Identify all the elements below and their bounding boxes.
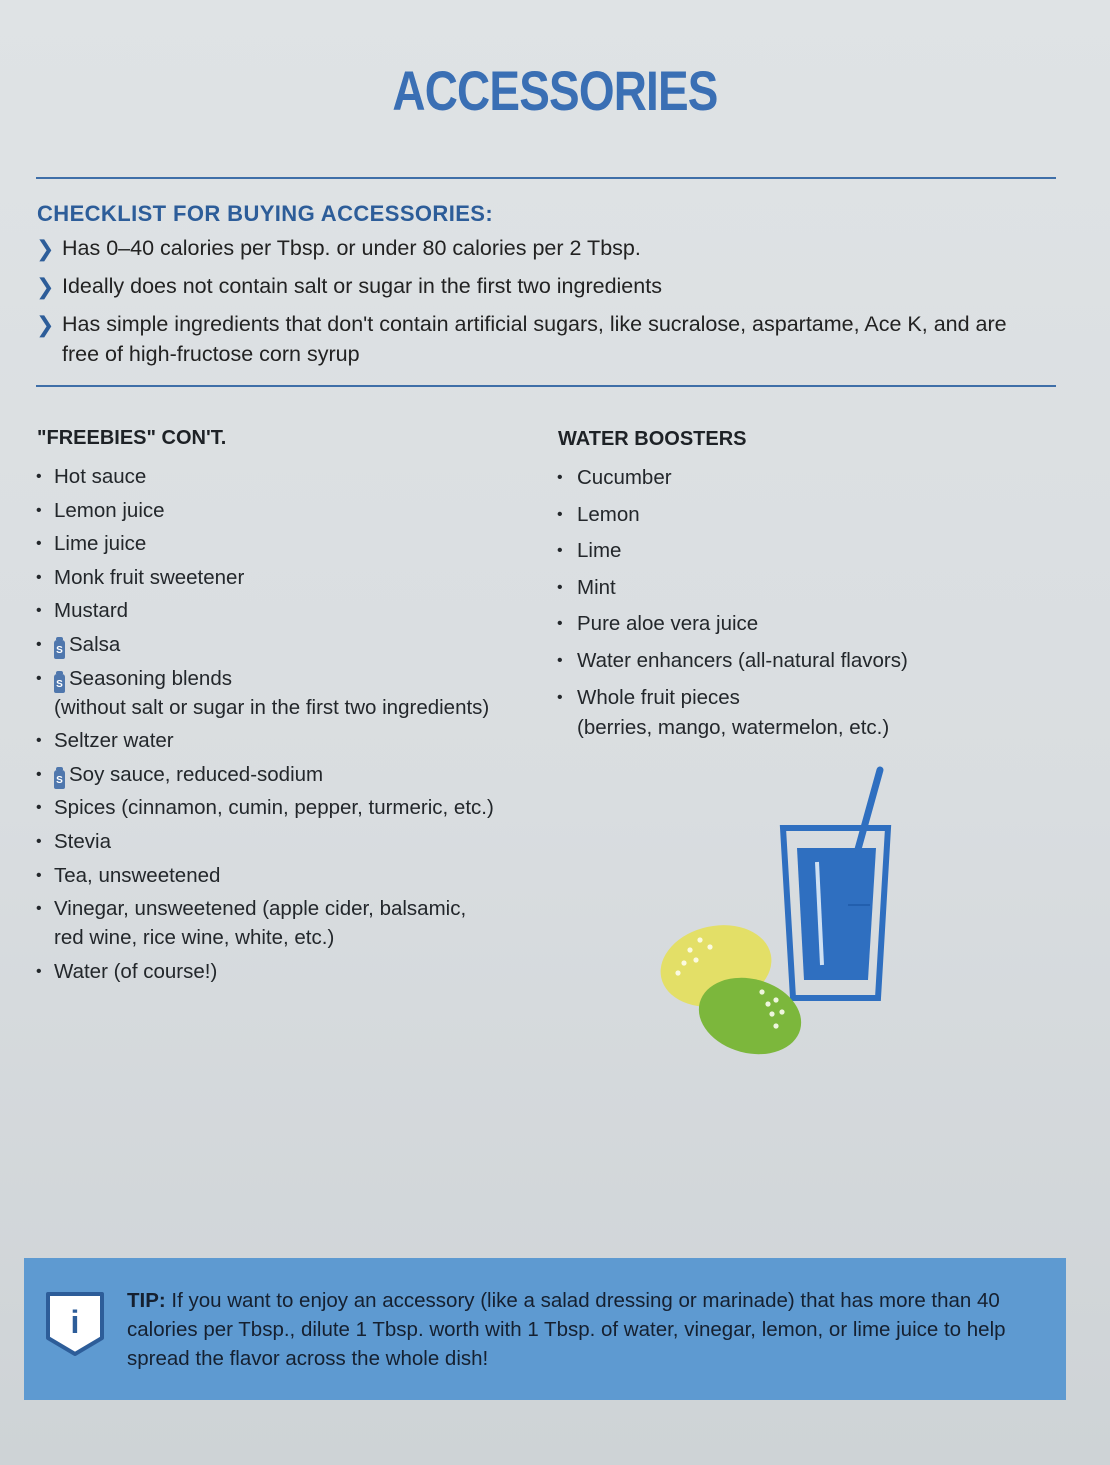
sodium-shaker-icon: S — [54, 640, 65, 659]
list-item: • Monk fruit sweetener — [36, 563, 536, 592]
list-item: • Stevia — [36, 827, 536, 856]
checklist-heading: CHECKLIST FOR BUYING ACCESSORIES: — [37, 201, 494, 226]
checklist-item-text: Ideally does not contain salt or sugar in the first two ingredients — [62, 274, 662, 298]
list-item: • Tea, unsweetened — [36, 861, 536, 890]
freebies-list — [36, 462, 536, 990]
checklist-item-text: Has simple ingredients that don't contain artificial sugars, like sucralose, aspartame, Ace K, and are free of high-fructose corn syrup — [62, 312, 1007, 366]
freebies-heading: "FREEBIES" CON'T. — [37, 427, 227, 449]
list-item: • Pure aloe vera juice — [557, 609, 977, 639]
list-item: • Spices (cinnamon, cumin, pepper, turmeric, etc.) — [36, 793, 536, 822]
checklist-item — [36, 271, 1036, 301]
checklist-item — [36, 309, 1036, 369]
list-item: • S Seasoning blends (without salt or sugar in the first two ingredients) — [36, 664, 536, 722]
list-item: • Cucumber — [557, 463, 977, 493]
page-title: ACCESSORIES — [392, 59, 718, 122]
checklist — [36, 233, 1036, 377]
tip-box — [24, 1258, 1066, 1400]
list-item: • Mint — [557, 573, 977, 603]
divider-bottom — [36, 385, 1056, 387]
list-item-note: (without salt or sugar in the first two ingredients) — [54, 695, 490, 719]
divider-top — [36, 177, 1056, 179]
list-item: • Vinegar, unsweetened (apple cider, balsamic, red wine, rice wine, white, etc.) — [36, 894, 494, 952]
list-item: • Lime juice — [36, 529, 536, 558]
list-item: • Mustard — [36, 596, 536, 625]
info-badge-icon — [44, 1288, 106, 1360]
straw-icon — [855, 770, 880, 860]
list-item: • S Soy sauce, reduced-sodium — [36, 760, 536, 789]
svg-text:i: i — [70, 1304, 80, 1340]
tip-text — [127, 1286, 1047, 1373]
sodium-shaker-icon: S — [54, 674, 65, 693]
water-glass-illustration — [650, 760, 910, 1060]
list-item: • Water enhancers (all-natural flavors) — [557, 646, 977, 676]
list-item: • Lemon juice — [36, 496, 536, 525]
chevron-right-icon: ❯ — [36, 312, 55, 337]
glass-icon — [783, 828, 888, 998]
list-item: • Whole fruit pieces (berries, mango, watermelon, etc.) — [557, 683, 977, 743]
list-item: • Hot sauce — [36, 462, 536, 491]
list-item: • Seltzer water — [36, 726, 536, 755]
sodium-shaker-icon: S — [54, 770, 65, 789]
chevron-right-icon: ❯ — [36, 236, 55, 261]
list-item: • Water (of course!) — [36, 957, 536, 986]
list-item: • Lemon — [557, 500, 977, 530]
tip-label: TIP: — [127, 1289, 166, 1312]
list-item: • Lime — [557, 536, 977, 566]
checklist-item — [36, 233, 1036, 263]
chevron-right-icon: ❯ — [36, 274, 55, 299]
tip-body: If you want to enjoy an accessory (like a salad dressing or marinade) that has more than 40 calories per Tbsp., dilute 1 Tbsp. worth with 1 Tbsp. of water, vinegar, lemon, or lime juice to help spread the flavor across the whole dish! — [127, 1289, 1006, 1370]
water-boosters-list — [557, 463, 977, 749]
list-item: • S Salsa — [36, 630, 536, 659]
water-boosters-heading: WATER BOOSTERS — [558, 428, 747, 450]
checklist-item-text: Has 0–40 calories per Tbsp. or under 80 calories per 2 Tbsp. — [62, 236, 641, 260]
list-item-note: (berries, mango, watermelon, etc.) — [577, 715, 890, 739]
